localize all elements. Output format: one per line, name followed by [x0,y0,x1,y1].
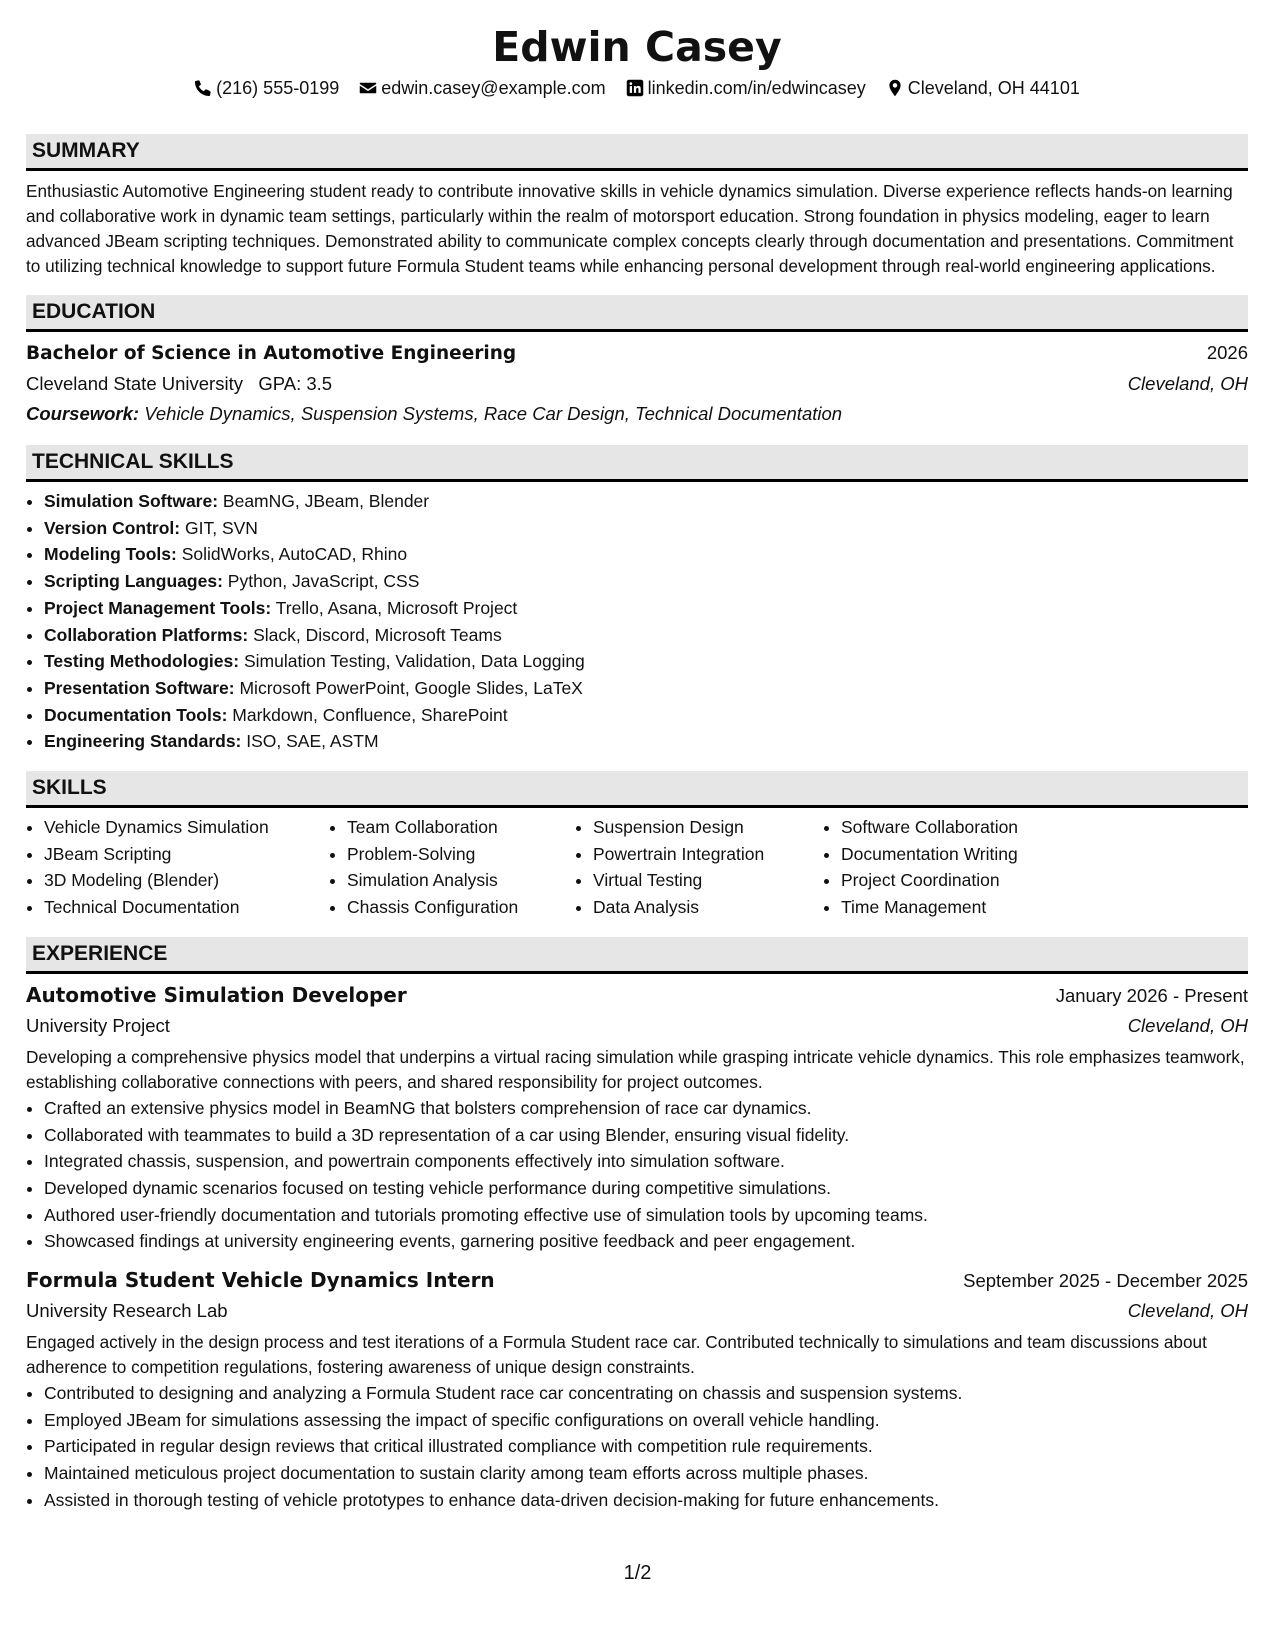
skill-value: ISO, SAE, ASTM [246,731,379,752]
skill-label: Simulation Software: [44,491,219,511]
job-description: Engaged actively in the design process and test iterations of a Formula Student race car. Contributed technically to simulations and team discussions about adherence to competition regulations, fostering awareness of unique design constraints. [26,1332,1207,1378]
graduation-year: 2026 [1206,342,1248,363]
school-line [26,369,332,399]
candidate-name: Edwin Casey [492,23,782,71]
skill-label: Documentation Tools: [44,704,228,725]
skill-value: Slack, Discord, Microsoft Teams [253,624,502,645]
technical-skills-heading: TECHNICAL SKILLS [26,445,1248,482]
contact-email[interactable] [359,76,605,100]
degree-title: Bachelor of Science in Automotive Engineering [26,343,517,364]
list-item [44,488,1248,515]
list-item: • Collaborated with teammates to build a 3D representation of a car using Blender, ensuring visual fidelity. [44,1122,1248,1149]
skill-label: Project Management Tools: [44,597,272,618]
list-item: • Technical Documentation [44,894,329,921]
list-item: • Data Analysis [593,894,823,921]
list-item: • Contributed to designing and analyzing a Formula Student race car concentrating on chassis and suspension systems. [44,1380,1248,1407]
summary-text: Enthusiastic Automotive Engineering student ready to contribute innovative skills in vehicle dynamics simulation. Diverse experience reflects hands-on learning and collaborative work in dynamic team settings, particularly within the realm of motorsport education. Strong foundation in physics modeling, eager to learn advanced JBeam scripting techniques. Demonstrated ability to communicate complex concepts clearly through documentation and presentations. Commitment to utilizing technical knowledge to support future Formula Student teams while enhancing personal development through real-world engineering applications. [26,181,1234,276]
list-item: • Chassis Configuration [347,894,575,921]
job-title: Automotive Simulation Developer [26,982,407,1007]
contact-location [886,76,1080,100]
email-link[interactable]: edwin.casey@example.com [381,78,606,98]
school-name: Cleveland State University [26,373,243,394]
skills-column [575,814,823,921]
list-item [44,595,1248,622]
experience-entry [26,1265,1248,1514]
coursework-list: Vehicle Dynamics, Suspension Systems, Race Car Design, Technical Documentation [144,403,843,424]
skills-column [26,814,329,921]
list-item: • Assisted in thorough testing of vehicle prototypes to enhance data-driven decision-making for future enhancements. [44,1487,1248,1514]
job-org: University Project [26,1014,170,1036]
skill-label: Presentation Software: [44,677,235,698]
list-item: • Crafted an extensive physics model in BeamNG that bolsters comprehension of race car dynamics. [44,1095,1248,1122]
technical-skills-list [26,488,1248,755]
skill-label: Scripting Languages: [44,571,223,592]
skill-value: SolidWorks, AutoCAD, Rhino [181,544,408,565]
skills-column [329,814,575,921]
envelope-icon [359,79,377,97]
skills-heading: SKILLS [26,771,1248,808]
skill-value: Python, JavaScript, CSS [227,571,420,592]
list-item: • Problem-Solving [347,841,575,868]
job-location: Cleveland, OH [1127,1014,1248,1036]
list-item [44,728,1248,755]
list-item [44,541,1248,568]
linkedin-link[interactable]: linkedin.com/in/edwincasey [647,78,866,98]
education-heading: EDUCATION [26,295,1248,332]
job-org: University Research Lab [26,1300,228,1322]
list-item [44,515,1248,542]
skill-label: Version Control: [44,517,181,538]
list-item: • Simulation Analysis [347,867,575,894]
list-item: • Vehicle Dynamics Simulation [44,814,329,841]
skills-grid [26,814,1248,921]
skill-value: Microsoft PowerPoint, Google Slides, LaTeX [239,677,583,698]
coursework-label: Coursework: [26,403,140,424]
skill-value: Markdown, Confluence, SharePoint [232,704,508,725]
list-item [44,568,1248,595]
location-text: Cleveland, OH 44101 [907,78,1080,98]
list-item [44,622,1248,649]
map-pin-icon [886,79,904,97]
page-number: 1/2 [623,1562,652,1584]
list-item [44,675,1248,702]
skill-value: Simulation Testing, Validation, Data Logging [243,651,585,672]
experience-heading: EXPERIENCE [26,937,1248,974]
job-bullets [26,1095,1248,1255]
list-item: • Software Collaboration [841,814,1141,841]
list-item: • Showcased findings at university engineering events, garnering positive feedback and peer engagement. [44,1228,1248,1255]
skill-value: GIT, SVN [185,517,258,538]
contact-bar [26,76,1248,100]
list-item: • Authored user-friendly documentation and tutorials promoting effective use of simulation tools by upcoming teams. [44,1202,1248,1229]
list-item: • JBeam Scripting [44,841,329,868]
summary-heading: SUMMARY [26,134,1248,171]
job-dates: January 2026 - Present [1055,984,1248,1006]
skill-value: Trello, Asana, Microsoft Project [275,597,518,618]
list-item: • Integrated chassis, suspension, and powertrain components effectively into simulation software. [44,1148,1248,1175]
skill-label: Engineering Standards: [44,731,242,752]
list-item: • Employed JBeam for simulations assessing the impact of specific configurations on overall vehicle handling. [44,1407,1248,1434]
phone-icon [194,79,212,97]
list-item: • Virtual Testing [593,867,823,894]
list-item [44,702,1248,729]
education-entry [26,338,1248,429]
list-item: • Powertrain Integration [593,841,823,868]
skill-label: Testing Methodologies: [44,651,240,672]
skill-label: Collaboration Platforms: [44,624,249,645]
skill-value: BeamNG, JBeam, Blender [222,491,430,511]
contact-linkedin[interactable] [626,76,866,100]
list-item: • Developed dynamic scenarios focused on testing vehicle performance during competitive simulations. [44,1175,1248,1202]
list-item: • Team Collaboration [347,814,575,841]
list-item: • Time Management [841,894,1141,921]
coursework-line [26,399,1248,429]
list-item: • Suspension Design [593,814,823,841]
job-location: Cleveland, OH [1127,1300,1248,1322]
resume-page [26,22,1248,1514]
job-description: Developing a comprehensive physics model that underpins a virtual racing simulation while grasping intricate vehicle dynamics. This role emphasizes teamwork, establishing collaborative connections with peers, and shared responsibility for project outcomes. [26,1046,1245,1092]
linkedin-icon [626,79,644,97]
list-item: • Maintained meticulous project documentation to sustain clarity among team efforts across multiple phases. [44,1460,1248,1487]
contact-phone [194,76,339,100]
skills-column [823,814,1141,921]
list-item: • Participated in regular design reviews that critical illustrated compliance with competition rule requirements. [44,1433,1248,1460]
list-item [44,648,1248,675]
skill-label: Modeling Tools: [44,544,177,565]
gpa: GPA: 3.5 [258,373,333,394]
school-location: Cleveland, OH [1127,373,1248,394]
job-dates: September 2025 - December 2025 [963,1270,1248,1292]
list-item: • Documentation Writing [841,841,1141,868]
job-title: Formula Student Vehicle Dynamics Intern [26,1268,495,1293]
phone-text: (216) 555-0199 [216,78,340,98]
list-item: • 3D Modeling (Blender) [44,867,329,894]
experience-entry [26,980,1248,1255]
list-item: • Project Coordination [841,867,1141,894]
job-bullets [26,1380,1248,1514]
